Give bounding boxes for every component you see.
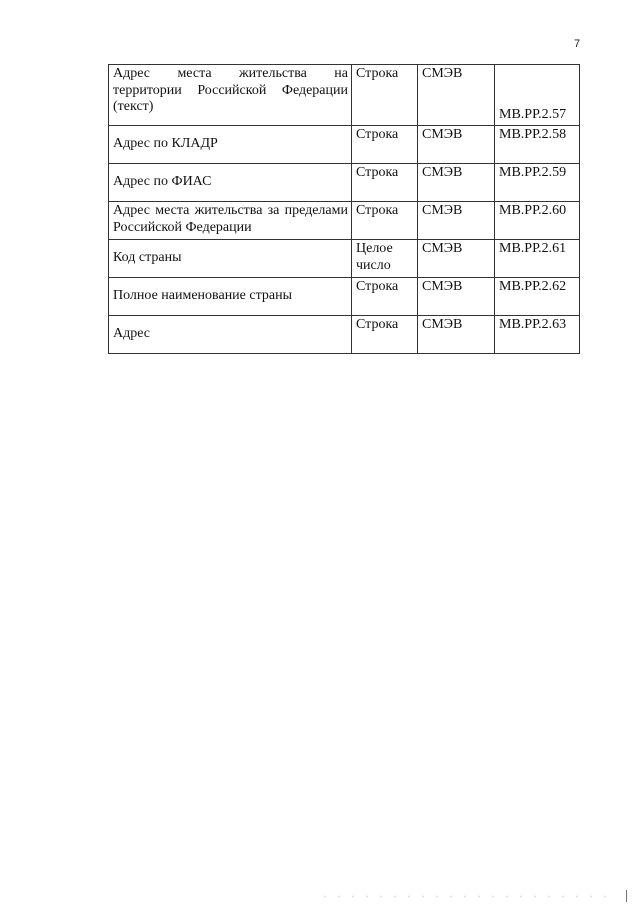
attribute-type-cell: Строка — [352, 164, 418, 202]
attribute-name-cell: Адрес места жительства на территории Российской Федерации (текст) — [109, 65, 352, 126]
attributes-table — [108, 64, 580, 354]
attribute-type-cell: Строка — [352, 65, 418, 126]
attribute-code-cell: МВ.РР.2.61 — [495, 240, 580, 278]
attribute-name-cell: Адрес места жительства за пределами Российской Федерации — [109, 202, 352, 240]
attribute-name-cell: Адрес по КЛАДР — [109, 126, 352, 164]
attribute-code-cell: МВ.РР.2.58 — [495, 126, 580, 164]
attribute-code-cell: МВ.РР.2.57 — [495, 65, 580, 126]
table-row — [109, 65, 580, 126]
page-number: 7 — [574, 38, 581, 50]
attribute-type-cell: Строка — [352, 202, 418, 240]
attribute-name-cell: Адрес по ФИАС — [109, 164, 352, 202]
attribute-code-cell: МВ.РР.2.59 — [495, 164, 580, 202]
attribute-type-cell: Целое число — [352, 240, 418, 278]
table-row — [109, 164, 580, 202]
attribute-source-cell: СМЭВ — [418, 240, 495, 278]
attribute-code-cell: МВ.РР.2.63 — [495, 316, 580, 354]
scan-artifact-dots — [318, 895, 618, 898]
attribute-type-cell: Строка — [352, 278, 418, 316]
attribute-source-cell: СМЭВ — [418, 65, 495, 126]
table-row — [109, 126, 580, 164]
attribute-code-cell: МВ.РР.2.60 — [495, 202, 580, 240]
table-row — [109, 316, 580, 354]
table-row — [109, 278, 580, 316]
attribute-source-cell: СМЭВ — [418, 316, 495, 354]
attribute-source-cell: СМЭВ — [418, 164, 495, 202]
attribute-name-cell: Код страны — [109, 240, 352, 278]
attribute-type-cell: Строка — [352, 316, 418, 354]
scan-artifact-mark — [626, 890, 627, 902]
attribute-code-cell: МВ.РР.2.62 — [495, 278, 580, 316]
table-row — [109, 240, 580, 278]
attribute-source-cell: СМЭВ — [418, 278, 495, 316]
table-row — [109, 202, 580, 240]
attribute-name-cell: Адрес — [109, 316, 352, 354]
attribute-source-cell: СМЭВ — [418, 202, 495, 240]
attribute-type-cell: Строка — [352, 126, 418, 164]
attribute-name-cell: Полное наименование страны — [109, 278, 352, 316]
attribute-source-cell: СМЭВ — [418, 126, 495, 164]
